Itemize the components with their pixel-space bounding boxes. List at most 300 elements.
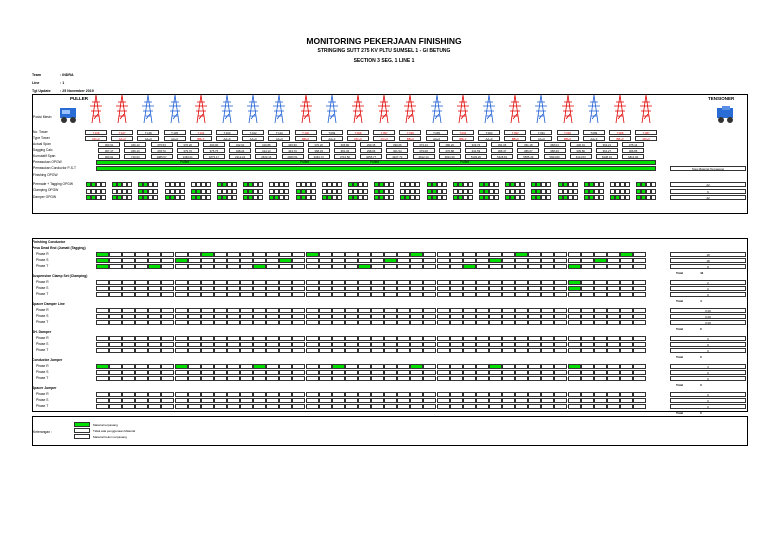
conductor-cell [581, 264, 594, 269]
span-cell: 401.54 [386, 148, 408, 153]
tower-number-cell: T.091 [530, 130, 552, 135]
conductor-cell [515, 398, 528, 403]
conductor-cell [240, 342, 253, 347]
conductor-cell [201, 370, 214, 375]
conductor-cell [554, 308, 567, 313]
conductor-cell [581, 392, 594, 397]
conductor-cell [135, 364, 148, 369]
conductor-cell [620, 348, 633, 353]
conductor-cell [292, 392, 305, 397]
conductor-cell [319, 404, 332, 409]
opgw-value: 22 [670, 182, 746, 187]
conductor-cell [345, 392, 358, 397]
conductor-cell [633, 392, 646, 397]
conductor-cell [384, 336, 397, 341]
tower-icon [352, 94, 364, 124]
conductor-cell [568, 392, 581, 397]
opgw-cell [180, 182, 185, 187]
conductor-cell [175, 308, 188, 313]
conductor-cell [437, 364, 450, 369]
conductor-cell [581, 398, 594, 403]
phase-label: Phase S [36, 286, 49, 290]
conductor-cell [633, 348, 646, 353]
conductor-cell [148, 320, 161, 325]
conductor-cell [214, 314, 227, 319]
conductor-cell [397, 348, 410, 353]
conductor-cell [306, 364, 319, 369]
conductor-cell [633, 370, 646, 375]
conductor-cell [201, 348, 214, 353]
phase-value: 2 [670, 286, 746, 291]
conductor-cell [279, 376, 292, 381]
conductor-cell [332, 398, 345, 403]
conductor-cell [175, 320, 188, 325]
phase-label: Phase S [36, 370, 49, 374]
permade-label: Permade + Tagging OPGW [33, 182, 73, 186]
conductor-cell [109, 348, 122, 353]
conductor-cell [319, 398, 332, 403]
conductor-cell [135, 370, 148, 375]
conductor-cell [502, 258, 515, 263]
tower-icon [142, 94, 154, 124]
conductor-cell [528, 370, 541, 375]
conductor-cell [188, 292, 201, 297]
conductor-cell [306, 280, 319, 285]
conductor-cell [515, 392, 528, 397]
conductor-cell [397, 252, 410, 257]
conductor-cell [109, 320, 122, 325]
conductor-cell [109, 264, 122, 269]
conductor-cell [633, 292, 646, 297]
conductor-cell [450, 280, 463, 285]
section-title: Conductor Jumper [32, 358, 63, 362]
conductor-cell [122, 398, 135, 403]
conductor-cell [594, 364, 607, 369]
conductor-cell [581, 348, 594, 353]
conductor-cell [528, 376, 541, 381]
conductor-cell [607, 264, 620, 269]
conductor-cell [581, 258, 594, 263]
conductor-cell [437, 258, 450, 263]
conductor-cell [423, 308, 436, 313]
conductor-cell [292, 286, 305, 291]
opgw-cell [180, 189, 185, 194]
conductor-cell [332, 286, 345, 291]
conductor-cell [528, 258, 541, 263]
conductor-cell [502, 292, 515, 297]
conductor-cell [489, 280, 502, 285]
conductor-cell [96, 404, 109, 409]
conductor-cell [135, 404, 148, 409]
opgw-cell [311, 195, 316, 200]
conductor-cell [581, 280, 594, 285]
tower-icon [431, 94, 443, 124]
conductor-cell [122, 342, 135, 347]
conductor-cell [450, 314, 463, 319]
conductor-cell [410, 342, 423, 347]
conductor-cell [161, 370, 174, 375]
conductor-cell [620, 280, 633, 285]
conductor-cell [266, 258, 279, 263]
span-cell: 290.15 [360, 142, 382, 147]
conductor-cell [502, 404, 515, 409]
conductor-cell [371, 314, 384, 319]
span-cell: 368.04 [544, 142, 566, 147]
conductor-cell [345, 252, 358, 257]
tower-type-cell: DD+0 [635, 136, 657, 141]
conductor-cell [240, 376, 253, 381]
conductor-cell [266, 292, 279, 297]
conductor-cell [568, 292, 581, 297]
conductor-cell [175, 398, 188, 403]
tower-type-cell: AA+0 [111, 136, 133, 141]
phase-value: 0 [670, 404, 746, 409]
conductor-cell [568, 342, 581, 347]
conductor-cell [135, 348, 148, 353]
tower-type-cell: CC+0 [373, 136, 395, 141]
tower-icon [457, 94, 469, 124]
conductor-cell [528, 320, 541, 325]
conductor-cell [332, 336, 345, 341]
conductor-cell [594, 342, 607, 347]
conductor-cell [633, 280, 646, 285]
conductor-cell [227, 376, 240, 381]
phase-value: 8 [670, 264, 746, 269]
conductor-cell [161, 348, 174, 353]
span-cell: 366.37 [491, 148, 513, 153]
conductor-cell [554, 314, 567, 319]
conductor-cell [332, 404, 345, 409]
tower-icon [588, 94, 600, 124]
section-title: SECTION 3 SEG. 1 LINE 1 [353, 58, 415, 64]
conductor-cell [109, 286, 122, 291]
tower-type-cell: AA+0 [426, 136, 448, 141]
tower-number-cell: T.101 [268, 130, 290, 135]
conductor-cell [423, 342, 436, 347]
conductor-cell [122, 280, 135, 285]
conductor-cell [96, 258, 109, 263]
section-title: Spacer Damper Line [32, 302, 65, 306]
conductor-cell [528, 280, 541, 285]
conductor-cell [502, 348, 515, 353]
conductor-cell [594, 398, 607, 403]
conductor-cell [607, 392, 620, 397]
conductor-cell [161, 342, 174, 347]
total-label: Total [676, 327, 683, 331]
conductor-cell [175, 314, 188, 319]
pemasukan-conductor-label: Pemasukan Conductor P-S-T [33, 166, 77, 170]
conductor-cell [528, 264, 541, 269]
conductor-cell [188, 320, 201, 325]
conductor-cell [541, 376, 554, 381]
conductor-cell [463, 398, 476, 403]
conductor-cell [489, 392, 502, 397]
opgw-cell [520, 182, 525, 187]
conductor-cell [437, 292, 450, 297]
opgw-cell [573, 189, 578, 194]
conductor-cell [515, 348, 528, 353]
total-value: 0 [700, 327, 702, 331]
tower-type-cell: AA+0 [321, 136, 343, 141]
conductor-cell [384, 280, 397, 285]
legend-swatch [74, 428, 90, 433]
conductor-cell [332, 308, 345, 313]
span-cell: 343.70 [282, 148, 304, 153]
span-cell: 3364.73 [308, 154, 330, 159]
tower-icon [404, 94, 416, 124]
conductor-cell [423, 314, 436, 319]
conductor-cell [594, 286, 607, 291]
conductor-cell [358, 392, 371, 397]
opgw-cell [153, 189, 158, 194]
conductor-cell [541, 348, 554, 353]
opgw-cell [494, 195, 499, 200]
opgw-cell [258, 195, 263, 200]
conductor-cell [384, 286, 397, 291]
conductor-cell [109, 308, 122, 313]
conductor-cell [463, 308, 476, 313]
conductor-cell [594, 252, 607, 257]
conductor-cell [607, 342, 620, 347]
tower-icon [273, 94, 285, 124]
conductor-cell [148, 392, 161, 397]
conductor-cell [148, 286, 161, 291]
span-cell: 333.76 [465, 142, 487, 147]
span-cell: 4327.70 [386, 154, 408, 159]
conductor-cell [227, 342, 240, 347]
conductor-cell [109, 364, 122, 369]
conductor-cell [240, 370, 253, 375]
conductor-cell [607, 292, 620, 297]
conductor-cell [502, 286, 515, 291]
conductor-cell [528, 336, 541, 341]
span-cell: 4612.14 [413, 154, 435, 159]
conductor-cell [489, 292, 502, 297]
span-cell: 346.13 [124, 148, 146, 153]
conductor-cell [214, 364, 227, 369]
conductor-cell [188, 286, 201, 291]
legend-text: Material belum terpasang [93, 435, 127, 439]
phase-label: Phase T [36, 404, 49, 408]
phase-label: Phase T [36, 264, 49, 268]
conductor-cell [410, 320, 423, 325]
opgw-cell [206, 189, 211, 194]
conductor-cell [319, 320, 332, 325]
conductor-cell [607, 364, 620, 369]
conductor-cell [581, 252, 594, 257]
page-subtitle: STRINGING SUTT 275 KV PLTU SUMSEL 1 - GI BETUNG [317, 48, 451, 54]
span-cell: 2966.51 [282, 154, 304, 159]
tower-type-cell: BB+0 [399, 136, 421, 141]
posisi-mesin-label: Posisi Mesin [33, 115, 52, 119]
conductor-cell [568, 364, 581, 369]
conductor-cell [581, 370, 594, 375]
conductor-cell [581, 292, 594, 297]
conductor-cell [463, 348, 476, 353]
total-label: Total [676, 383, 683, 387]
conductor-cell [319, 258, 332, 263]
conductor-cell [306, 342, 319, 347]
conductor-cell [620, 286, 633, 291]
conductor-cell [135, 376, 148, 381]
tower-number-cell: T.096 [399, 130, 421, 135]
conductor-cell [620, 376, 633, 381]
conductor-cell [371, 292, 384, 297]
conductor-cell [397, 264, 410, 269]
conductor-cell [148, 364, 161, 369]
conductor-cell [109, 252, 122, 257]
conductor-cell [410, 336, 423, 341]
meta-label: Line [32, 81, 40, 85]
conductor-cell [397, 280, 410, 285]
span-cell: 400.01 [570, 142, 592, 147]
conductor-cell [423, 292, 436, 297]
span-cell: 363.91 [98, 154, 120, 159]
conductor-cell [568, 252, 581, 257]
legend-text: Tidak ada penggunaan Material [93, 429, 136, 433]
conductor-cell [319, 252, 332, 257]
tensioner-label: TENSIONER [708, 96, 735, 101]
conductor-cell [332, 348, 345, 353]
conductor-cell [345, 320, 358, 325]
tower-type-cell: AA+0 [216, 136, 238, 141]
conductor-cell [410, 392, 423, 397]
conductor-cell [410, 314, 423, 319]
conductor-cell [554, 342, 567, 347]
conductor-cell [319, 292, 332, 297]
conductor-cell [620, 370, 633, 375]
tower-type-cell: BB+0 [504, 136, 526, 141]
conductor-cell [384, 364, 397, 369]
conductor-cell [292, 398, 305, 403]
phase-label: Phase R [36, 308, 49, 312]
conductor-cell [423, 252, 436, 257]
conductor-cell [175, 280, 188, 285]
conductor-cell [227, 252, 240, 257]
phase-value: 0 [670, 292, 746, 297]
conductor-cell [554, 280, 567, 285]
sagging-label: Sagging Calc [33, 148, 53, 152]
conductor-cell [345, 280, 358, 285]
conductor-cell [541, 314, 554, 319]
span-cell: 1873.17 [203, 154, 225, 159]
conductor-cell [437, 264, 450, 269]
conductor-cell [214, 252, 227, 257]
conductor-cell [332, 280, 345, 285]
legend-swatch [74, 422, 90, 427]
conductor-cell [122, 404, 135, 409]
conductor-cell [541, 370, 554, 375]
conductor-cell [161, 292, 174, 297]
conductor-cell [175, 342, 188, 347]
conductor-cell [620, 404, 633, 409]
conductor-cell [345, 258, 358, 263]
conductor-cell [266, 264, 279, 269]
conductor-cell [541, 364, 554, 369]
conductor-cell [554, 264, 567, 269]
conductor-cell [607, 280, 620, 285]
conductor-cell [489, 336, 502, 341]
total-value: 44 [700, 271, 704, 275]
tower-type-cell: AA+0 [530, 136, 552, 141]
conductor-cell [633, 308, 646, 313]
conductor-cell [332, 252, 345, 257]
conductor-cell [581, 376, 594, 381]
type-tower-label: Type Tower [33, 136, 50, 140]
conductor-cell [292, 258, 305, 263]
conductor-cell [397, 258, 410, 263]
conductor-cell [423, 404, 436, 409]
opgw-cell [337, 182, 342, 187]
conductor-cell [581, 336, 594, 341]
conductor-cell [227, 314, 240, 319]
conductor-cell [437, 348, 450, 353]
phase-value: 0 [670, 392, 746, 397]
conductor-cell [148, 348, 161, 353]
conductor-cell [345, 348, 358, 353]
conductor-cell [122, 264, 135, 269]
conductor-cell [161, 364, 174, 369]
conductor-cell [161, 258, 174, 263]
conductor-cell [607, 398, 620, 403]
conductor-cell [201, 308, 214, 313]
opgw-cell [127, 195, 132, 200]
span-cell: 368.33 [308, 148, 330, 153]
opgw-cell [468, 189, 473, 194]
conductor-cell [201, 398, 214, 403]
meta-value: : 25 November 2019 [60, 89, 94, 93]
conductor-cell [266, 280, 279, 285]
phase-label: Phase S [36, 342, 49, 346]
conductor-cell [188, 336, 201, 341]
conductor-cell [96, 336, 109, 341]
conductor-cell [96, 392, 109, 397]
conductor-cell [279, 280, 292, 285]
conductor-cell [594, 292, 607, 297]
conductor-cell [332, 292, 345, 297]
conductor-cell [135, 392, 148, 397]
conductor-cell [397, 336, 410, 341]
conductor-cell [384, 264, 397, 269]
conductor-cell [201, 280, 214, 285]
span-cell: 2623.16 [255, 154, 277, 159]
conductor-cell [214, 342, 227, 347]
conductor-cell [633, 286, 646, 291]
conductor-cell [450, 342, 463, 347]
conductor-cell [135, 286, 148, 291]
conductor-cell [253, 252, 266, 257]
span-cell: 414.13 [255, 148, 277, 153]
conductor-cell [253, 264, 266, 269]
tower-number-cell: T.095 [426, 130, 448, 135]
tower-icon [169, 94, 181, 124]
conductor-cell [227, 258, 240, 263]
tower-icon [300, 94, 312, 124]
conductor-cell [135, 280, 148, 285]
conductor-cell [240, 258, 253, 263]
conductor-cell [541, 252, 554, 257]
conductor-cell [502, 314, 515, 319]
conductor-cell [358, 264, 371, 269]
conductor-cell [423, 336, 436, 341]
conductor-cell [306, 292, 319, 297]
conductor-cell [423, 258, 436, 263]
pulled-status: Pulled [460, 160, 470, 164]
conductor-cell [384, 370, 397, 375]
conductor-cell [175, 404, 188, 409]
conductor-cell [161, 336, 174, 341]
phase-label: Phase S [36, 258, 49, 262]
